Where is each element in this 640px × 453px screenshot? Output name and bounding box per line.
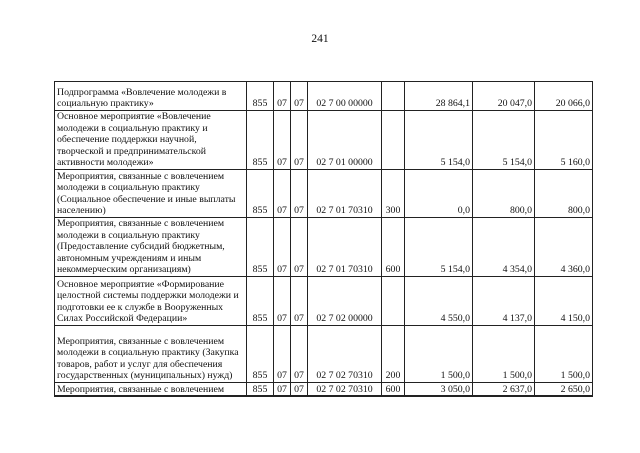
amount-year-2: 1 500,0 (473, 325, 535, 382)
table-row (55, 82, 593, 111)
table-row (55, 382, 593, 396)
section-code: 07 (274, 169, 291, 217)
expense-type-code: 600 (382, 217, 405, 276)
amount-year-2: 4 137,0 (473, 276, 535, 325)
subsection-code: 07 (291, 325, 308, 382)
subsection-code: 07 (291, 217, 308, 276)
subsection-code: 07 (291, 111, 308, 170)
ministry-code: 855 (247, 217, 274, 276)
amount-year-3: 20 066,0 (535, 82, 593, 111)
amount-year-1: 4 550,0 (405, 276, 473, 325)
amount-year-3: 800,0 (535, 169, 593, 217)
row-name: Основное мероприятие «Вовлечение молодежи в социальную практику и обеспечение поддержки научной, творческой и предпринимательской активности молодежи» (55, 111, 247, 170)
amount-year-1: 1 500,0 (405, 325, 473, 382)
row-name: Мероприятия, связанные с вовлечением молодежи в социальную практику (Предоставление субсидий бюджетным, автономным учреждениям и иным некоммерческим организациям) (55, 217, 247, 276)
target-article-code: 02 7 01 70310 (308, 169, 382, 217)
ministry-code: 855 (247, 276, 274, 325)
table-row (55, 217, 593, 276)
amount-year-2: 4 354,0 (473, 217, 535, 276)
section-code: 07 (274, 111, 291, 170)
table-row (55, 169, 593, 217)
amount-year-2: 5 154,0 (473, 111, 535, 170)
expense-type-code (382, 276, 405, 325)
subsection-code: 07 (291, 82, 308, 111)
section-code: 07 (274, 82, 291, 111)
subsection-code: 07 (291, 382, 308, 396)
ministry-code: 855 (247, 82, 274, 111)
ministry-code: 855 (247, 169, 274, 217)
target-article-code: 02 7 02 00000 (308, 276, 382, 325)
expense-type-code: 600 (382, 382, 405, 396)
amount-year-1: 5 154,0 (405, 217, 473, 276)
section-code: 07 (274, 382, 291, 396)
row-name: Мероприятия, связанные с вовлечением (55, 382, 247, 396)
amount-year-3: 4 360,0 (535, 217, 593, 276)
expense-type-code: 300 (382, 169, 405, 217)
amount-year-3: 5 160,0 (535, 111, 593, 170)
amount-year-1: 0,0 (405, 169, 473, 217)
section-code: 07 (274, 325, 291, 382)
ministry-code: 855 (247, 325, 274, 382)
amount-year-1: 5 154,0 (405, 111, 473, 170)
table-row (55, 325, 593, 382)
amount-year-3: 4 150,0 (535, 276, 593, 325)
section-code: 07 (274, 276, 291, 325)
expense-type-code: 200 (382, 325, 405, 382)
ministry-code: 855 (247, 382, 274, 396)
ministry-code: 855 (247, 111, 274, 170)
row-name: Мероприятия, связанные с вовлечением молодежи в социальную практику (Закупка товаров, работ и услуг для обеспечения государственных (муниципальных) нужд) (55, 325, 247, 382)
amount-year-2: 2 637,0 (473, 382, 535, 396)
target-article-code: 02 7 01 00000 (308, 111, 382, 170)
section-code: 07 (274, 217, 291, 276)
amount-year-1: 3 050,0 (405, 382, 473, 396)
amount-year-1: 28 864,1 (405, 82, 473, 111)
amount-year-3: 1 500,0 (535, 325, 593, 382)
row-name: Мероприятия, связанные с вовлечением молодежи в социальную практику (Социальное обеспечение и иные выплаты населению) (55, 169, 247, 217)
amount-year-3: 2 650,0 (535, 382, 593, 396)
table-row (55, 111, 593, 170)
subsection-code: 07 (291, 276, 308, 325)
budget-table (54, 81, 593, 397)
subsection-code: 07 (291, 169, 308, 217)
target-article-code: 02 7 01 70310 (308, 217, 382, 276)
amount-year-2: 20 047,0 (473, 82, 535, 111)
row-name: Основное мероприятие «Формирование целостной системы поддержки молодежи и подготовки ее к службе в Вооруженных Силах Российской Федерации» (55, 276, 247, 325)
table-row (55, 276, 593, 325)
expense-type-code (382, 82, 405, 111)
row-name: Подпрограмма «Вовлечение молодежи в социальную практику» (55, 82, 247, 111)
page-number: 241 (311, 33, 329, 45)
target-article-code: 02 7 02 70310 (308, 325, 382, 382)
amount-year-2: 800,0 (473, 169, 535, 217)
expense-type-code (382, 111, 405, 170)
target-article-code: 02 7 00 00000 (308, 82, 382, 111)
target-article-code: 02 7 02 70310 (308, 382, 382, 396)
